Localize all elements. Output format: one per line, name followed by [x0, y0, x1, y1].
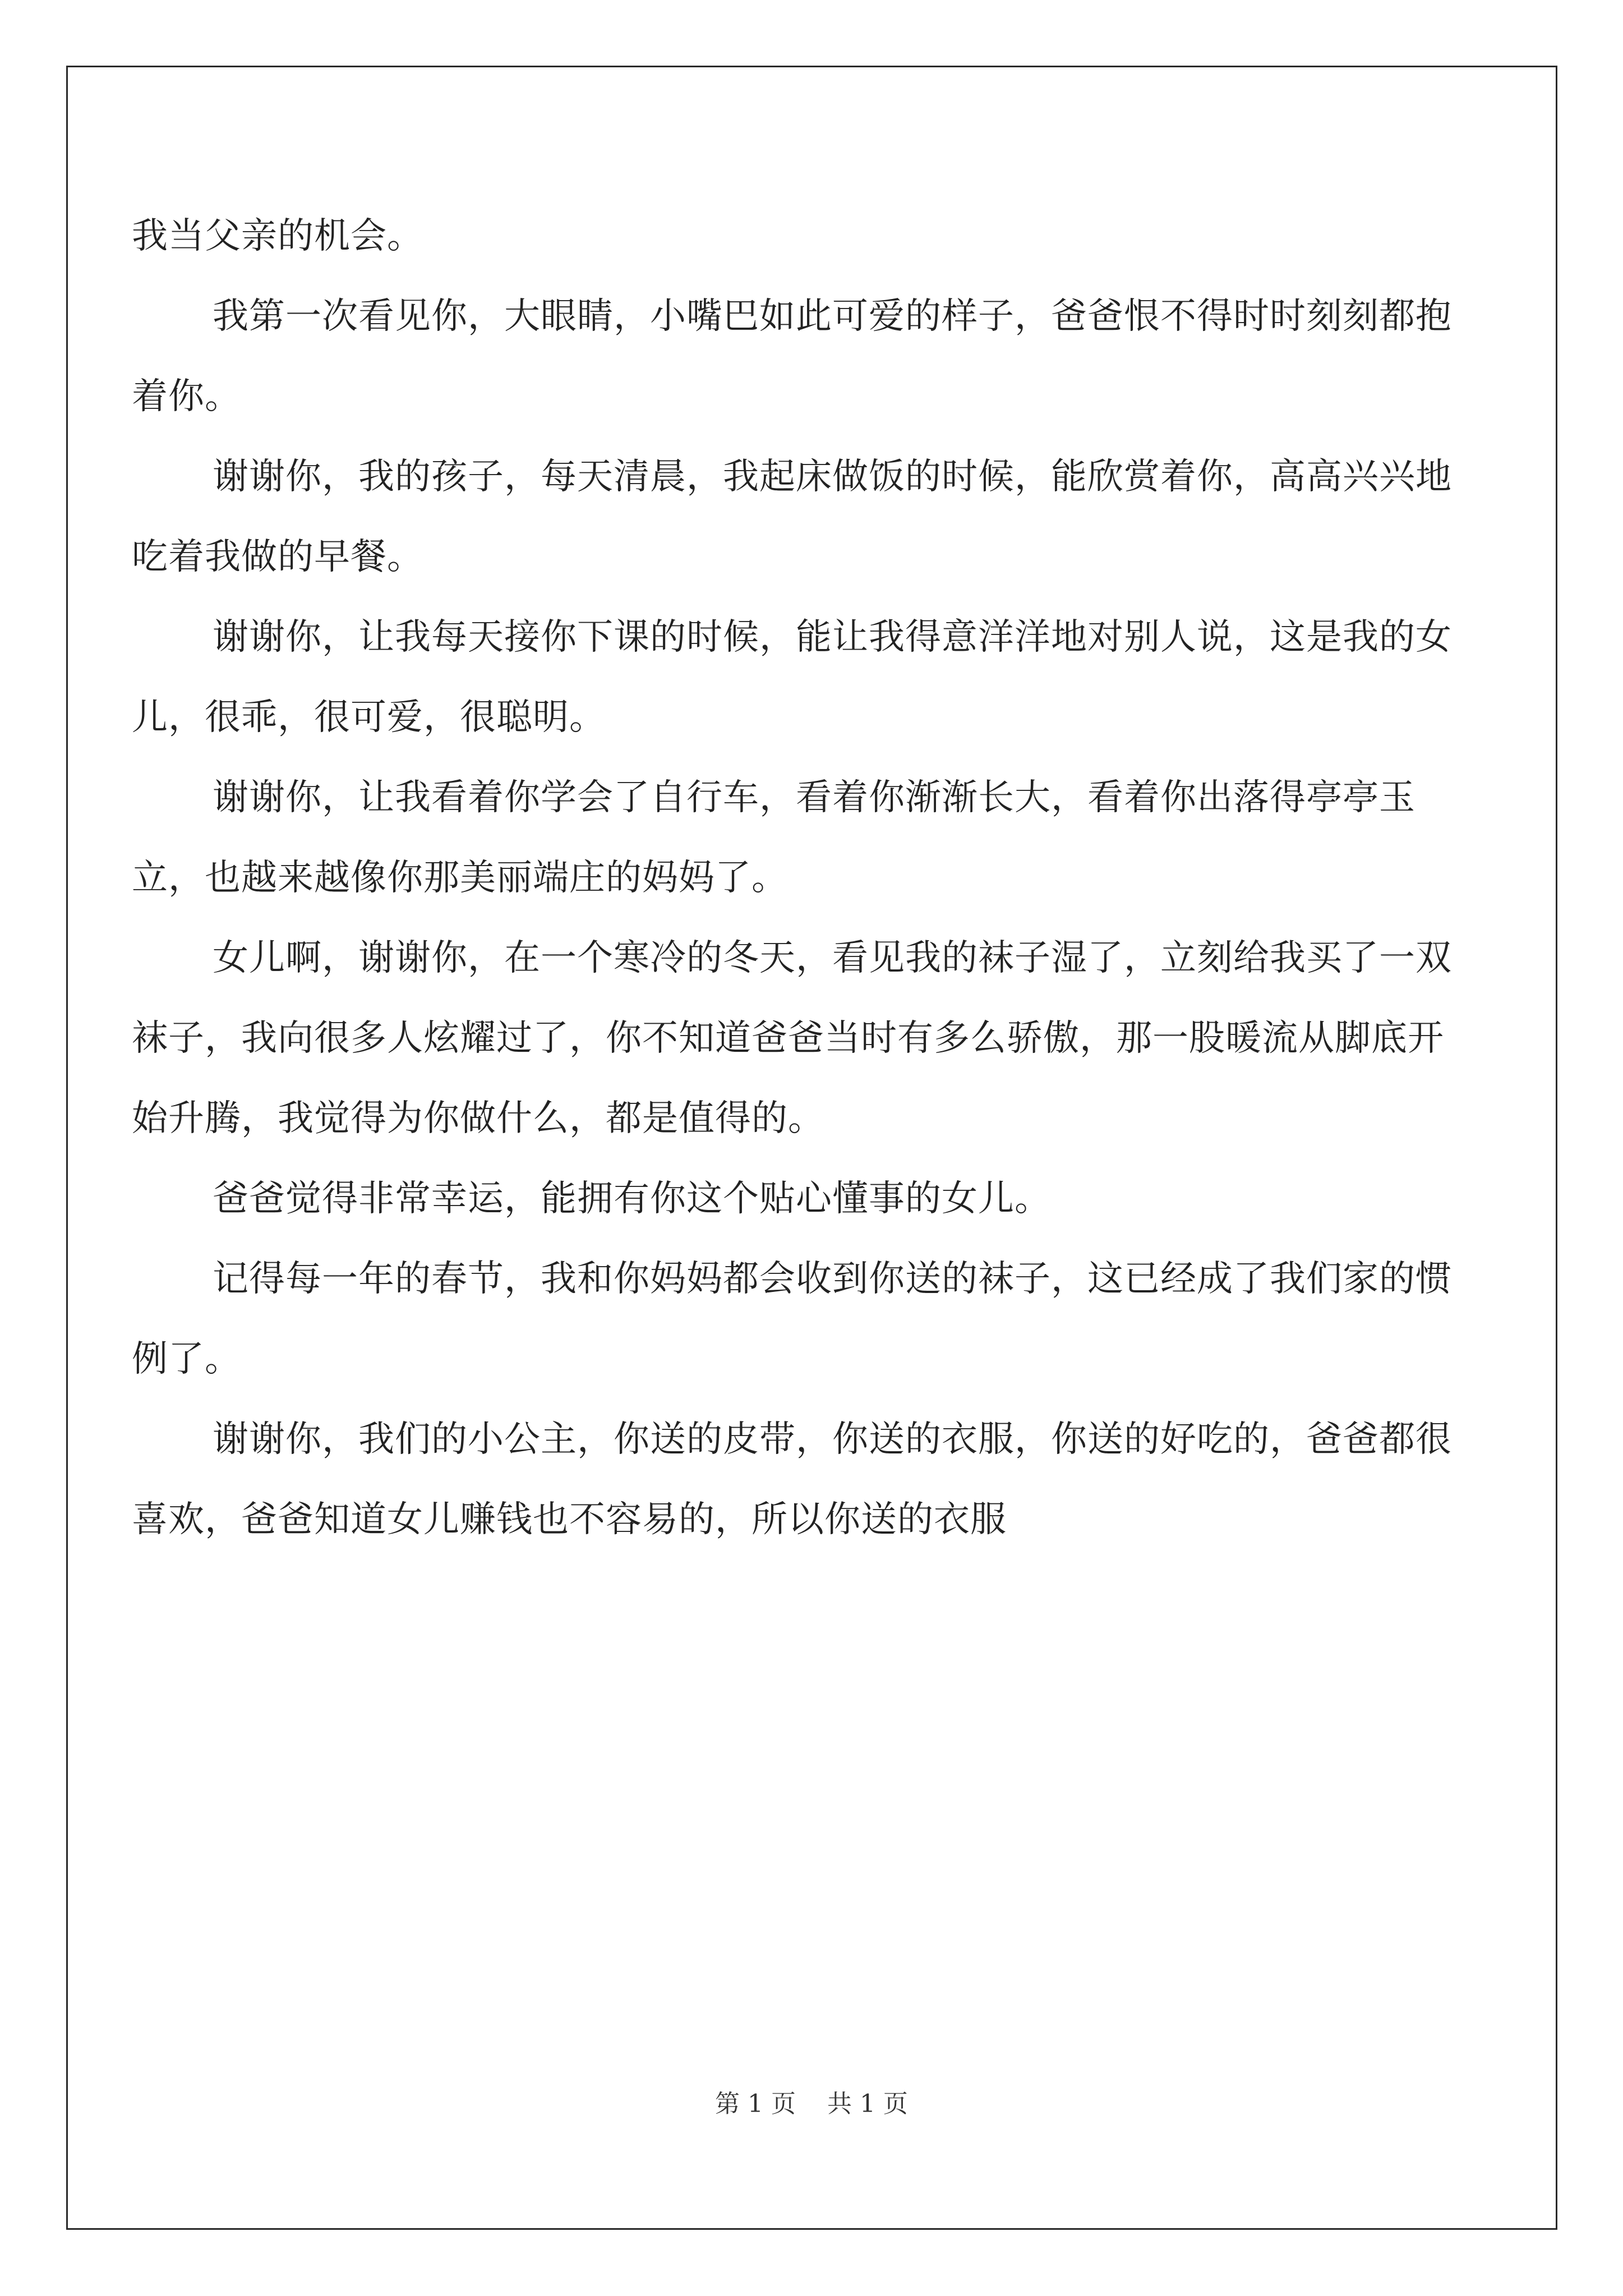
- page-number: 第 1 页: [715, 2090, 796, 2118]
- paragraph: 谢谢你，让我每天接你下课的时候，能让我得意洋洋地对别人说，这是我的女儿，很乖，很可爱，很聪明。: [132, 616, 1452, 738]
- page-footer: [0, 2083, 1623, 2119]
- paragraph: 我当父亲的机会。: [132, 215, 423, 257]
- document-body: [132, 196, 1455, 1560]
- paragraph: 谢谢你，我们的小公主，你送的皮带，你送的衣服，你送的好吃的，爸爸都很喜欢，爸爸知道女儿赚钱也不容易的，所以你送的衣服: [132, 1419, 1452, 1540]
- paragraph: 爸爸觉得非常幸运，能拥有你这个贴心懂事的女儿。: [213, 1178, 1051, 1220]
- page-total: 共 1 页: [827, 2090, 908, 2118]
- paragraph: 记得每一年的春节，我和你妈妈都会收到你送的袜子，这已经成了我们家的惯例了。: [132, 1258, 1452, 1380]
- paragraph: 我第一次看见你，大眼睛，小嘴巴如此可爱的样子，爸爸恨不得时时刻刻都抱着你。: [132, 296, 1452, 417]
- paragraph: 谢谢你，我的孩子，每天清晨，我起床做饭的时候，能欣赏着你，高高兴兴地吃着我做的早餐。: [132, 456, 1452, 578]
- paragraph: 谢谢你，让我看着你学会了自行车，看着你渐渐长大，看着你出落得亭亭玉立，也越来越像你那美丽端庄的妈妈了。: [132, 777, 1415, 899]
- paragraph: 女儿啊，谢谢你，在一个寒冷的冬天，看见我的袜子湿了，立刻给我买了一双袜子，我向很多人炫耀过了，你不知道爸爸当时有多么骄傲，那一股暖流从脚底开始升腾，我觉得为你做什么，都是值得的。: [132, 937, 1452, 1139]
